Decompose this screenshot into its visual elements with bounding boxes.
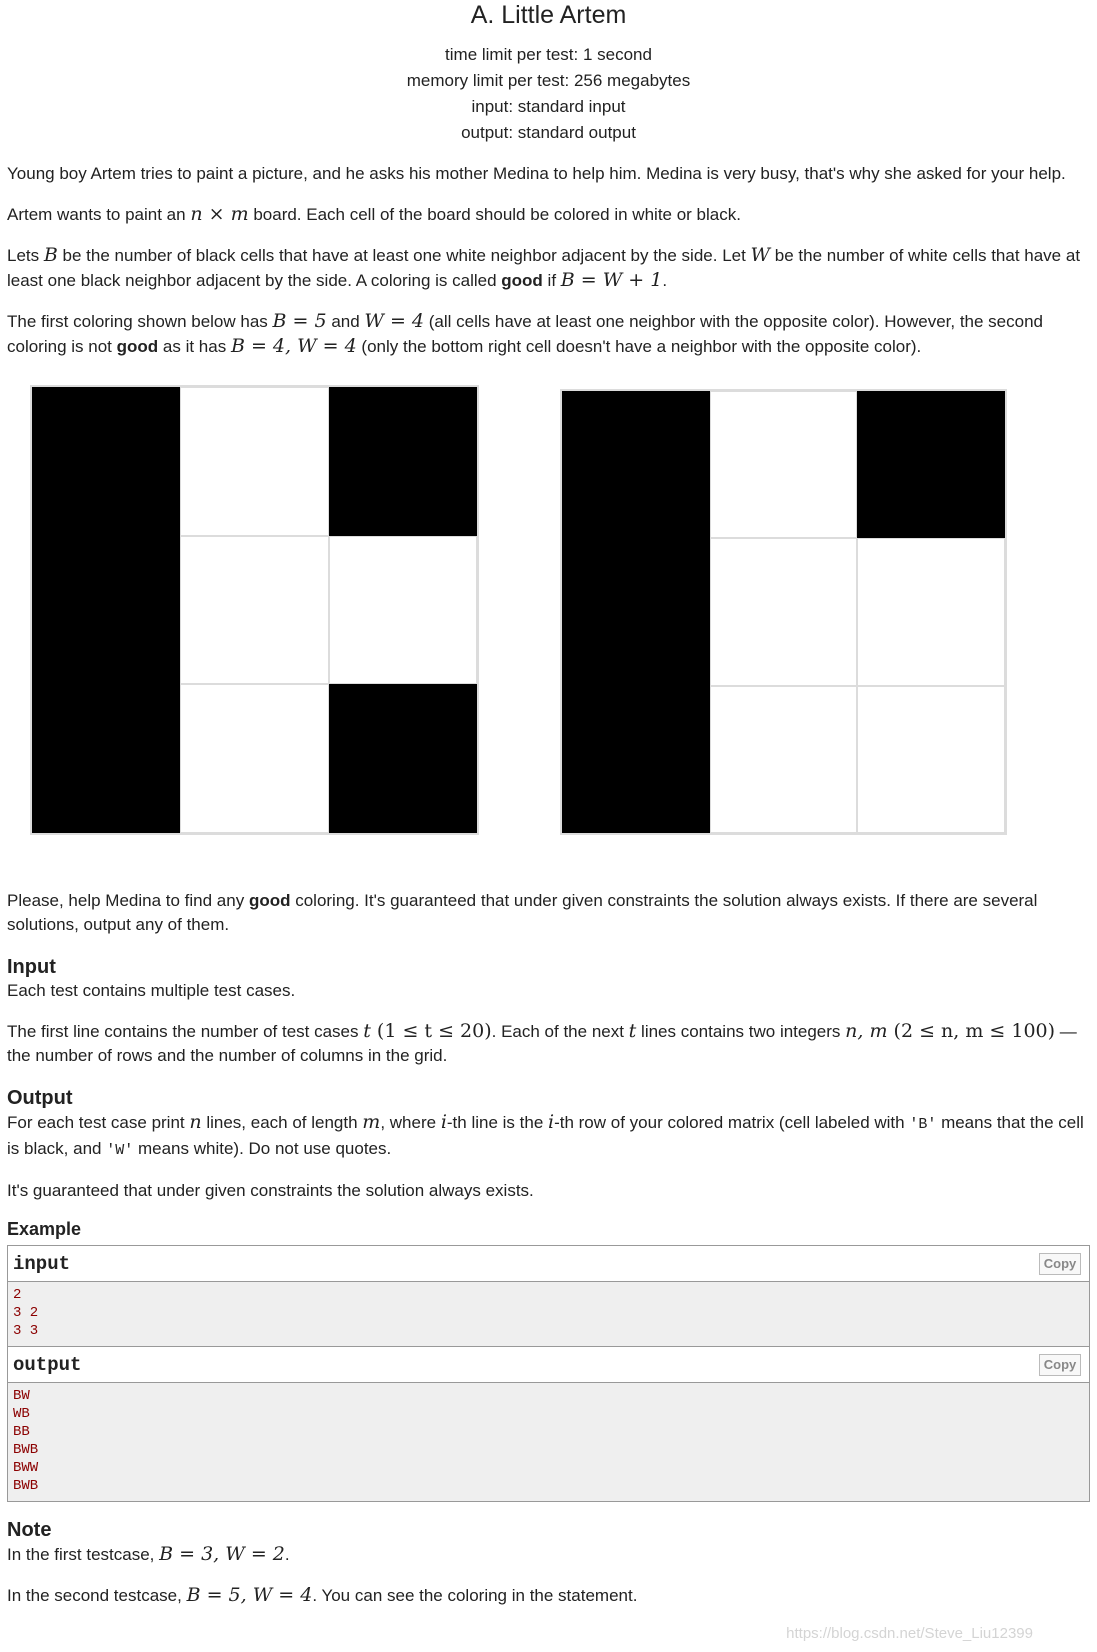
text: The first coloring shown below has xyxy=(7,312,273,331)
statement-paragraph-1: Young boy Artem tries to paint a picture, and he asks his mother Medina to help him. Medina is very busy, that's why she asked for your help. xyxy=(7,164,1066,183)
text: (all cells have at least one neighbor with the opposite color). However, the second coloring is not xyxy=(7,312,1043,356)
statement-paragraph-5 xyxy=(7,889,1090,937)
text: Lets xyxy=(7,246,44,265)
black-cell xyxy=(562,391,710,538)
text: . xyxy=(284,1545,290,1564)
note-paragraph-2 xyxy=(7,1583,1090,1608)
white-cell xyxy=(180,536,328,685)
math-expression: B = 5, W = 4 xyxy=(186,1584,313,1606)
text: lines, each of length xyxy=(201,1113,363,1132)
white-cell xyxy=(710,538,858,685)
coloring-board-2 xyxy=(560,389,1007,835)
problem-statement xyxy=(0,162,1097,1608)
text: and xyxy=(326,312,365,331)
problem-title: A. Little Artem xyxy=(470,1,627,29)
black-cell xyxy=(562,686,710,833)
input-spec: input: standard input xyxy=(471,97,626,116)
example-input-header xyxy=(8,1246,1089,1282)
math-var: m xyxy=(362,1111,381,1133)
math-expression: B = 4, W = 4 xyxy=(230,335,357,357)
text: lines contains two integers xyxy=(636,1022,846,1041)
input-paragraph-1: Each test contains multiple test cases. xyxy=(7,981,296,1000)
text: be the number of white cells that have at least one black neighbor adjacent by the side. A coloring is called xyxy=(7,246,1081,290)
math-var: m xyxy=(230,203,249,225)
example-line: WB xyxy=(13,1406,30,1422)
math-expression: W = 4 xyxy=(364,310,425,332)
math-expression: B = W + 1 xyxy=(560,269,663,291)
text: . xyxy=(662,271,668,290)
black-cell xyxy=(329,684,477,833)
input-paragraph-2 xyxy=(7,1019,1090,1068)
math-expression: B = 5 xyxy=(272,310,327,332)
time-limit: time limit per test: 1 second xyxy=(445,45,652,64)
output-paragraph-2: It's guaranteed that under given constraints the solution always exists. xyxy=(7,1181,534,1200)
text: board. Each cell of the board should be colored in white or black. xyxy=(248,205,741,224)
white-cell xyxy=(180,387,328,536)
text: — the number of rows and the number of columns in the grid. xyxy=(7,1022,1077,1065)
black-cell xyxy=(562,538,710,685)
output-paragraph-1 xyxy=(7,1110,1090,1163)
white-cell xyxy=(329,536,477,685)
text: The first line contains the number of test cases xyxy=(7,1022,364,1041)
black-cell xyxy=(32,387,180,536)
memory-limit: memory limit per test: 256 megabytes xyxy=(406,71,691,90)
text: -th line is the xyxy=(446,1113,548,1132)
white-cell xyxy=(710,686,858,833)
bold-term: good xyxy=(501,271,543,290)
math-var: i xyxy=(440,1111,447,1133)
coloring-board-1 xyxy=(30,385,479,835)
text: -th row of your colored matrix (cell labeled with xyxy=(554,1113,910,1132)
white-cell xyxy=(180,684,328,833)
copy-output-button[interactable]: Copy xyxy=(1039,1354,1081,1376)
statement-paragraph-2 xyxy=(7,202,1090,227)
example-box xyxy=(7,1245,1090,1502)
text: In the first testcase, xyxy=(7,1545,160,1564)
text: Artem wants to paint an xyxy=(7,205,191,224)
text: coloring. It's guaranteed that under given constraints the solution always exists. If there are several solutions, output any of them. xyxy=(7,891,1038,934)
black-cell xyxy=(857,391,1005,538)
problem-header xyxy=(0,0,1097,146)
statement-paragraph-3 xyxy=(7,243,1090,293)
input-section-title: Input xyxy=(7,956,56,978)
example-line: BWB xyxy=(13,1478,39,1494)
math-var: n xyxy=(190,203,203,225)
math-op: × xyxy=(202,203,231,225)
white-cell xyxy=(857,538,1005,685)
note-paragraph-1 xyxy=(7,1542,1090,1567)
bold-term: good xyxy=(116,337,159,356)
text: , where xyxy=(380,1113,441,1132)
example-line: BB xyxy=(13,1424,30,1440)
output-spec: output: standard output xyxy=(461,123,636,142)
example-output-content[interactable] xyxy=(8,1383,1089,1501)
math-var: t xyxy=(363,1020,371,1042)
coloring-figures xyxy=(7,379,1090,879)
text: Please, help Medina to find any xyxy=(7,891,249,910)
text: be the number of black cells that have at least one white neighbor adjacent by the side. Let xyxy=(57,246,751,265)
text: . Each of the next xyxy=(491,1022,629,1041)
example-line: 3 3 xyxy=(13,1323,39,1339)
black-cell xyxy=(32,684,180,833)
example-input-label: input xyxy=(13,1253,71,1275)
math-expression: B = 3, W = 2 xyxy=(159,1543,285,1565)
text: In the second testcase, xyxy=(7,1586,187,1605)
text: means white). Do not use quotes. xyxy=(133,1139,392,1158)
note-section-title: Note xyxy=(7,1519,52,1541)
math-expression: (1 ≤ t ≤ 20) xyxy=(370,1020,492,1042)
example-input-content[interactable] xyxy=(8,1282,1089,1347)
black-cell xyxy=(32,536,180,685)
math-expression: n, m xyxy=(845,1020,888,1042)
example-output-label: output xyxy=(13,1354,82,1376)
black-cell xyxy=(329,387,477,536)
example-line: BWB xyxy=(13,1442,39,1458)
text: For each test case print xyxy=(7,1113,190,1132)
math-var: t xyxy=(628,1020,637,1042)
text: (only the bottom right cell doesn't have a neighbor with the opposite color). xyxy=(356,337,922,356)
math-var: W xyxy=(750,244,771,266)
inline-code: 'B' xyxy=(909,1116,937,1133)
math-var: n xyxy=(189,1111,202,1133)
inline-code: 'W' xyxy=(106,1142,134,1159)
text: . You can see the coloring in the statement. xyxy=(312,1586,638,1605)
text: means that the cell is black, and xyxy=(7,1113,1084,1158)
math-var: i xyxy=(548,1111,555,1133)
text: as it has xyxy=(158,337,231,356)
bold-term: good xyxy=(248,891,291,910)
example-line: 2 xyxy=(13,1287,22,1303)
white-cell xyxy=(857,686,1005,833)
statement-paragraph-4 xyxy=(7,309,1090,359)
watermark: https://blog.csdn.net/Steve_Liu12399 xyxy=(786,1625,1033,1642)
example-line: BWW xyxy=(13,1460,39,1476)
white-cell xyxy=(710,391,858,538)
copy-input-button[interactable]: Copy xyxy=(1039,1253,1081,1275)
math-expression: (2 ≤ n, m ≤ 100) xyxy=(887,1020,1056,1042)
example-title: Example xyxy=(7,1219,82,1239)
example-line: 3 2 xyxy=(13,1305,39,1321)
text: if xyxy=(542,271,561,290)
output-section-title: Output xyxy=(7,1087,73,1109)
example-line: BW xyxy=(13,1388,30,1404)
example-output-header xyxy=(8,1347,1089,1383)
math-var: B xyxy=(43,244,58,266)
